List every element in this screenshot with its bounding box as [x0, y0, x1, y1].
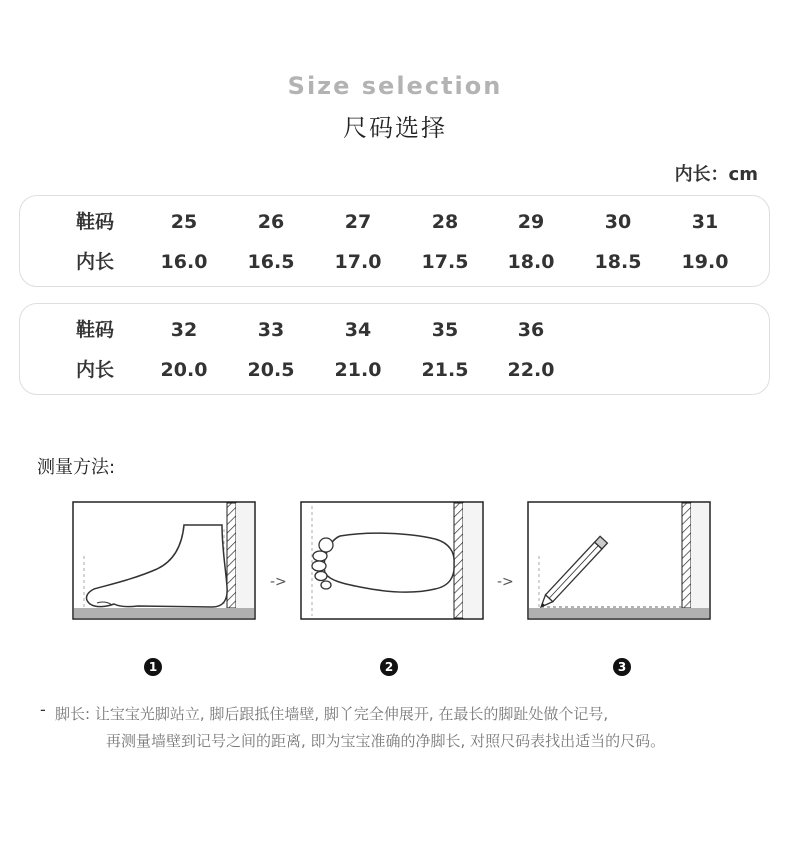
title-english: Size selection: [287, 72, 503, 100]
length-cell: 18.5: [594, 251, 642, 273]
row-label-size: 鞋码: [75, 211, 114, 233]
length-cell: 20.0: [160, 359, 208, 381]
size-cell: 26: [257, 211, 285, 233]
note-line-1: 脚长: 让宝宝光脚站立, 脚后跟抵住墙壁, 脚丫完全伸展开, 在最长的脚趾处做个记号,: [55, 705, 609, 723]
arrow-icon: ->: [497, 574, 514, 590]
note-line-2: 再测量墙壁到记号之间的距离, 即为宝宝准确的净脚长, 对照尺码表找出适当的尺码。: [106, 732, 666, 750]
step3-pencil-illustration: [527, 501, 711, 621]
size-cell: 31: [691, 211, 719, 233]
row-label-length: 内长: [75, 251, 114, 273]
size-table-1: [19, 195, 770, 287]
title-chinese: 尺码选择: [343, 114, 447, 142]
length-cell: 17.5: [421, 251, 469, 273]
length-row: [20, 250, 769, 274]
length-cell: 17.0: [334, 251, 382, 273]
size-cell: 30: [604, 211, 632, 233]
length-cell: 22.0: [507, 359, 555, 381]
note-dash: -: [40, 700, 46, 719]
size-cell: 29: [517, 211, 545, 233]
arrow-icon: ->: [270, 574, 287, 590]
size-row: [20, 210, 769, 234]
unit-label: 内长：cm: [674, 164, 758, 185]
step-number-3: 3: [613, 658, 631, 676]
size-cell: 27: [344, 211, 372, 233]
method-title: 测量方法:: [37, 457, 116, 478]
step2-foot-top-illustration: [300, 501, 484, 621]
length-row: [20, 358, 769, 382]
step-number-1: 1: [144, 658, 162, 676]
length-cell: 16.0: [160, 251, 208, 273]
size-cell: 34: [344, 319, 372, 341]
length-cell: 18.0: [507, 251, 555, 273]
size-cell: 35: [431, 319, 459, 341]
size-cell: 28: [431, 211, 459, 233]
size-row: [20, 318, 769, 342]
row-label-length: 内长: [75, 359, 114, 381]
size-cell: 32: [170, 319, 198, 341]
length-cell: 21.5: [421, 359, 469, 381]
length-cell: 21.0: [334, 359, 382, 381]
size-cell: 36: [517, 319, 545, 341]
step1-foot-side-illustration: [72, 501, 256, 621]
length-cell: 19.0: [681, 251, 729, 273]
row-label-size: 鞋码: [75, 319, 114, 341]
size-cell: 25: [170, 211, 198, 233]
length-cell: 20.5: [247, 359, 295, 381]
size-cell: 33: [257, 319, 285, 341]
step-number-2: 2: [380, 658, 398, 676]
length-cell: 16.5: [247, 251, 295, 273]
size-table-2: [19, 303, 770, 395]
